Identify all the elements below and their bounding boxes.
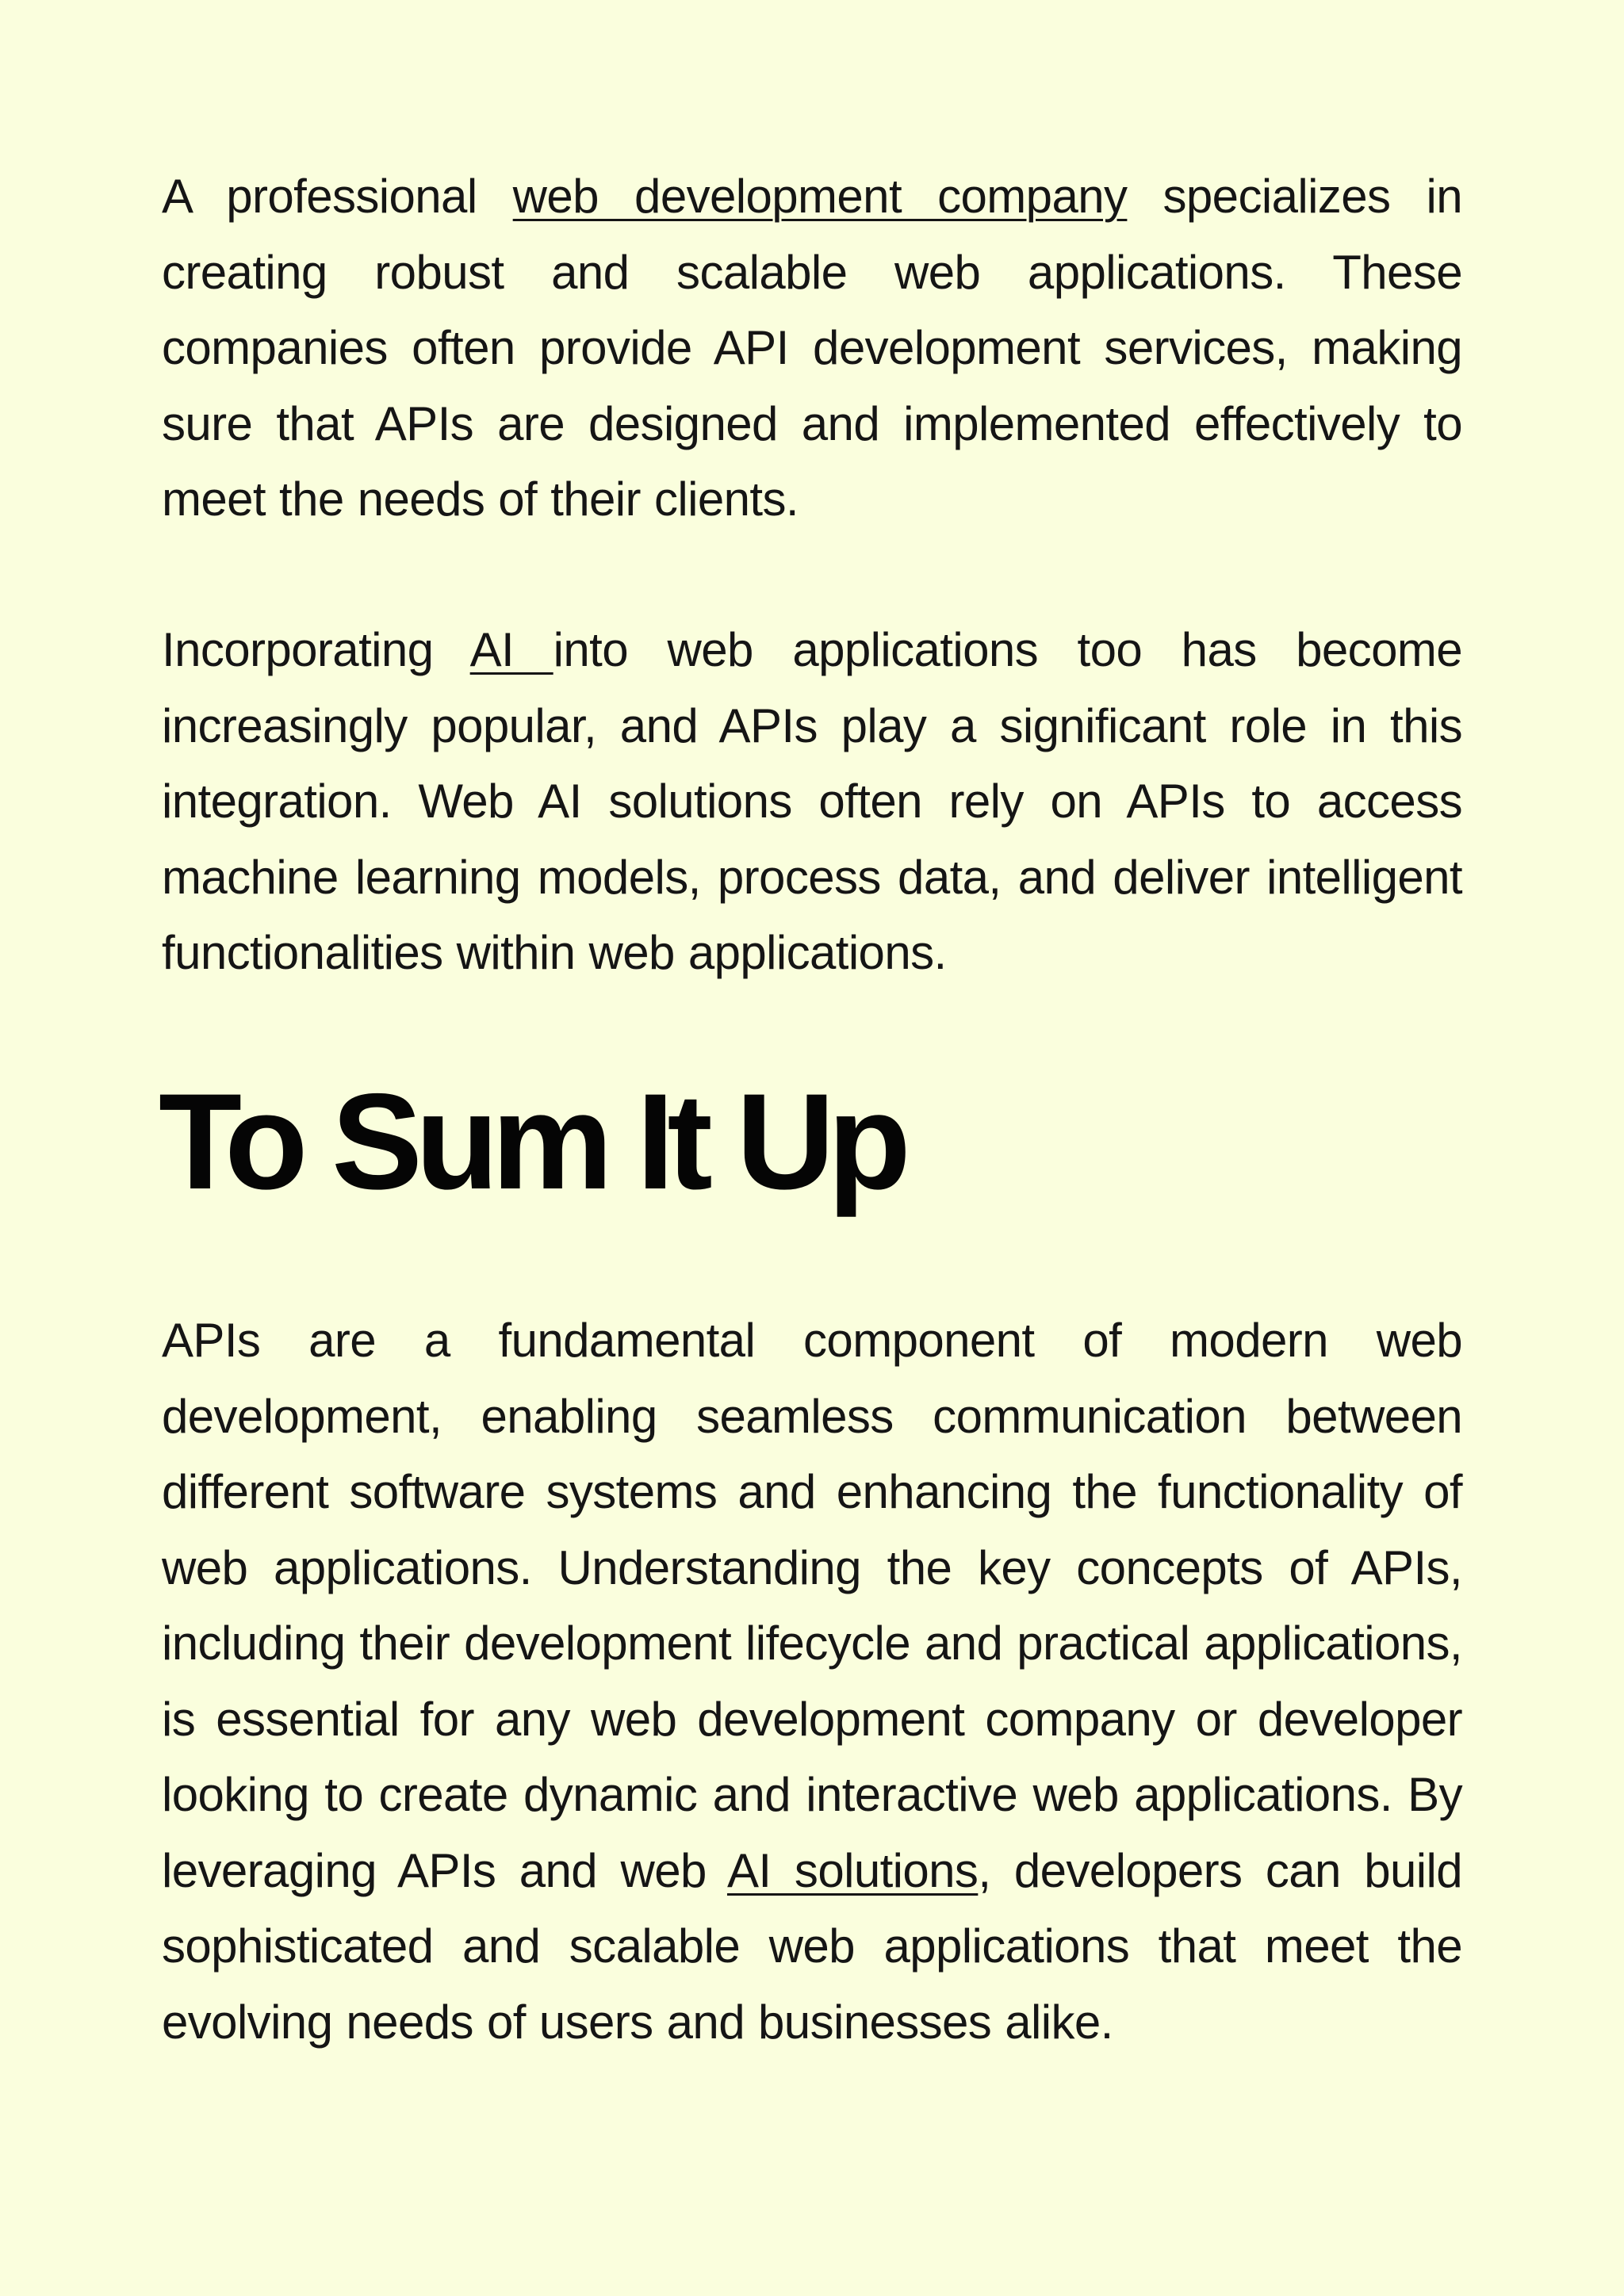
ai-link[interactable]: AI (469, 623, 553, 676)
section-heading: To Sum It Up (159, 1066, 904, 1218)
paragraph-web-development (162, 159, 1462, 538)
paragraph-text: APIs are a fundamental component of modern web development, enabling seamless communication between different software systems and enhancing the functionality of web applications. Understanding the key concepts of APIs, including their development lifecycle and practical applications, is essential for any web development company or developer looking to create dynamic and interactive web applications. By leveraging APIs and web (162, 1314, 1462, 1897)
paragraph-text: A professional (162, 170, 513, 223)
paragraph-ai-integration (162, 612, 1462, 991)
paragraph-summary (162, 1303, 1462, 2060)
paragraph-text: specializes in creating robust and scalable web applications. These companies often provide API development services, making sure that APIs are designed and implemented effectively to meet the needs of their clients. (162, 170, 1462, 526)
ai-solutions-link[interactable]: AI solutions (726, 1843, 979, 1897)
web-development-company-link[interactable]: web development company (512, 170, 1128, 223)
paragraph-text: , developers can build sophisticated and scalable web applications that meet the evolving needs of users and businesses alike. (162, 1843, 1463, 2049)
paragraph-text: Incorporating (162, 623, 470, 676)
paragraph-text: into web applications too has become increasingly popular, and APIs play a significant role in this integration. Web AI solutions often rely on APIs to access machine learning models, process data, and deliver intelligent functionalities within web applications. (162, 623, 1462, 979)
